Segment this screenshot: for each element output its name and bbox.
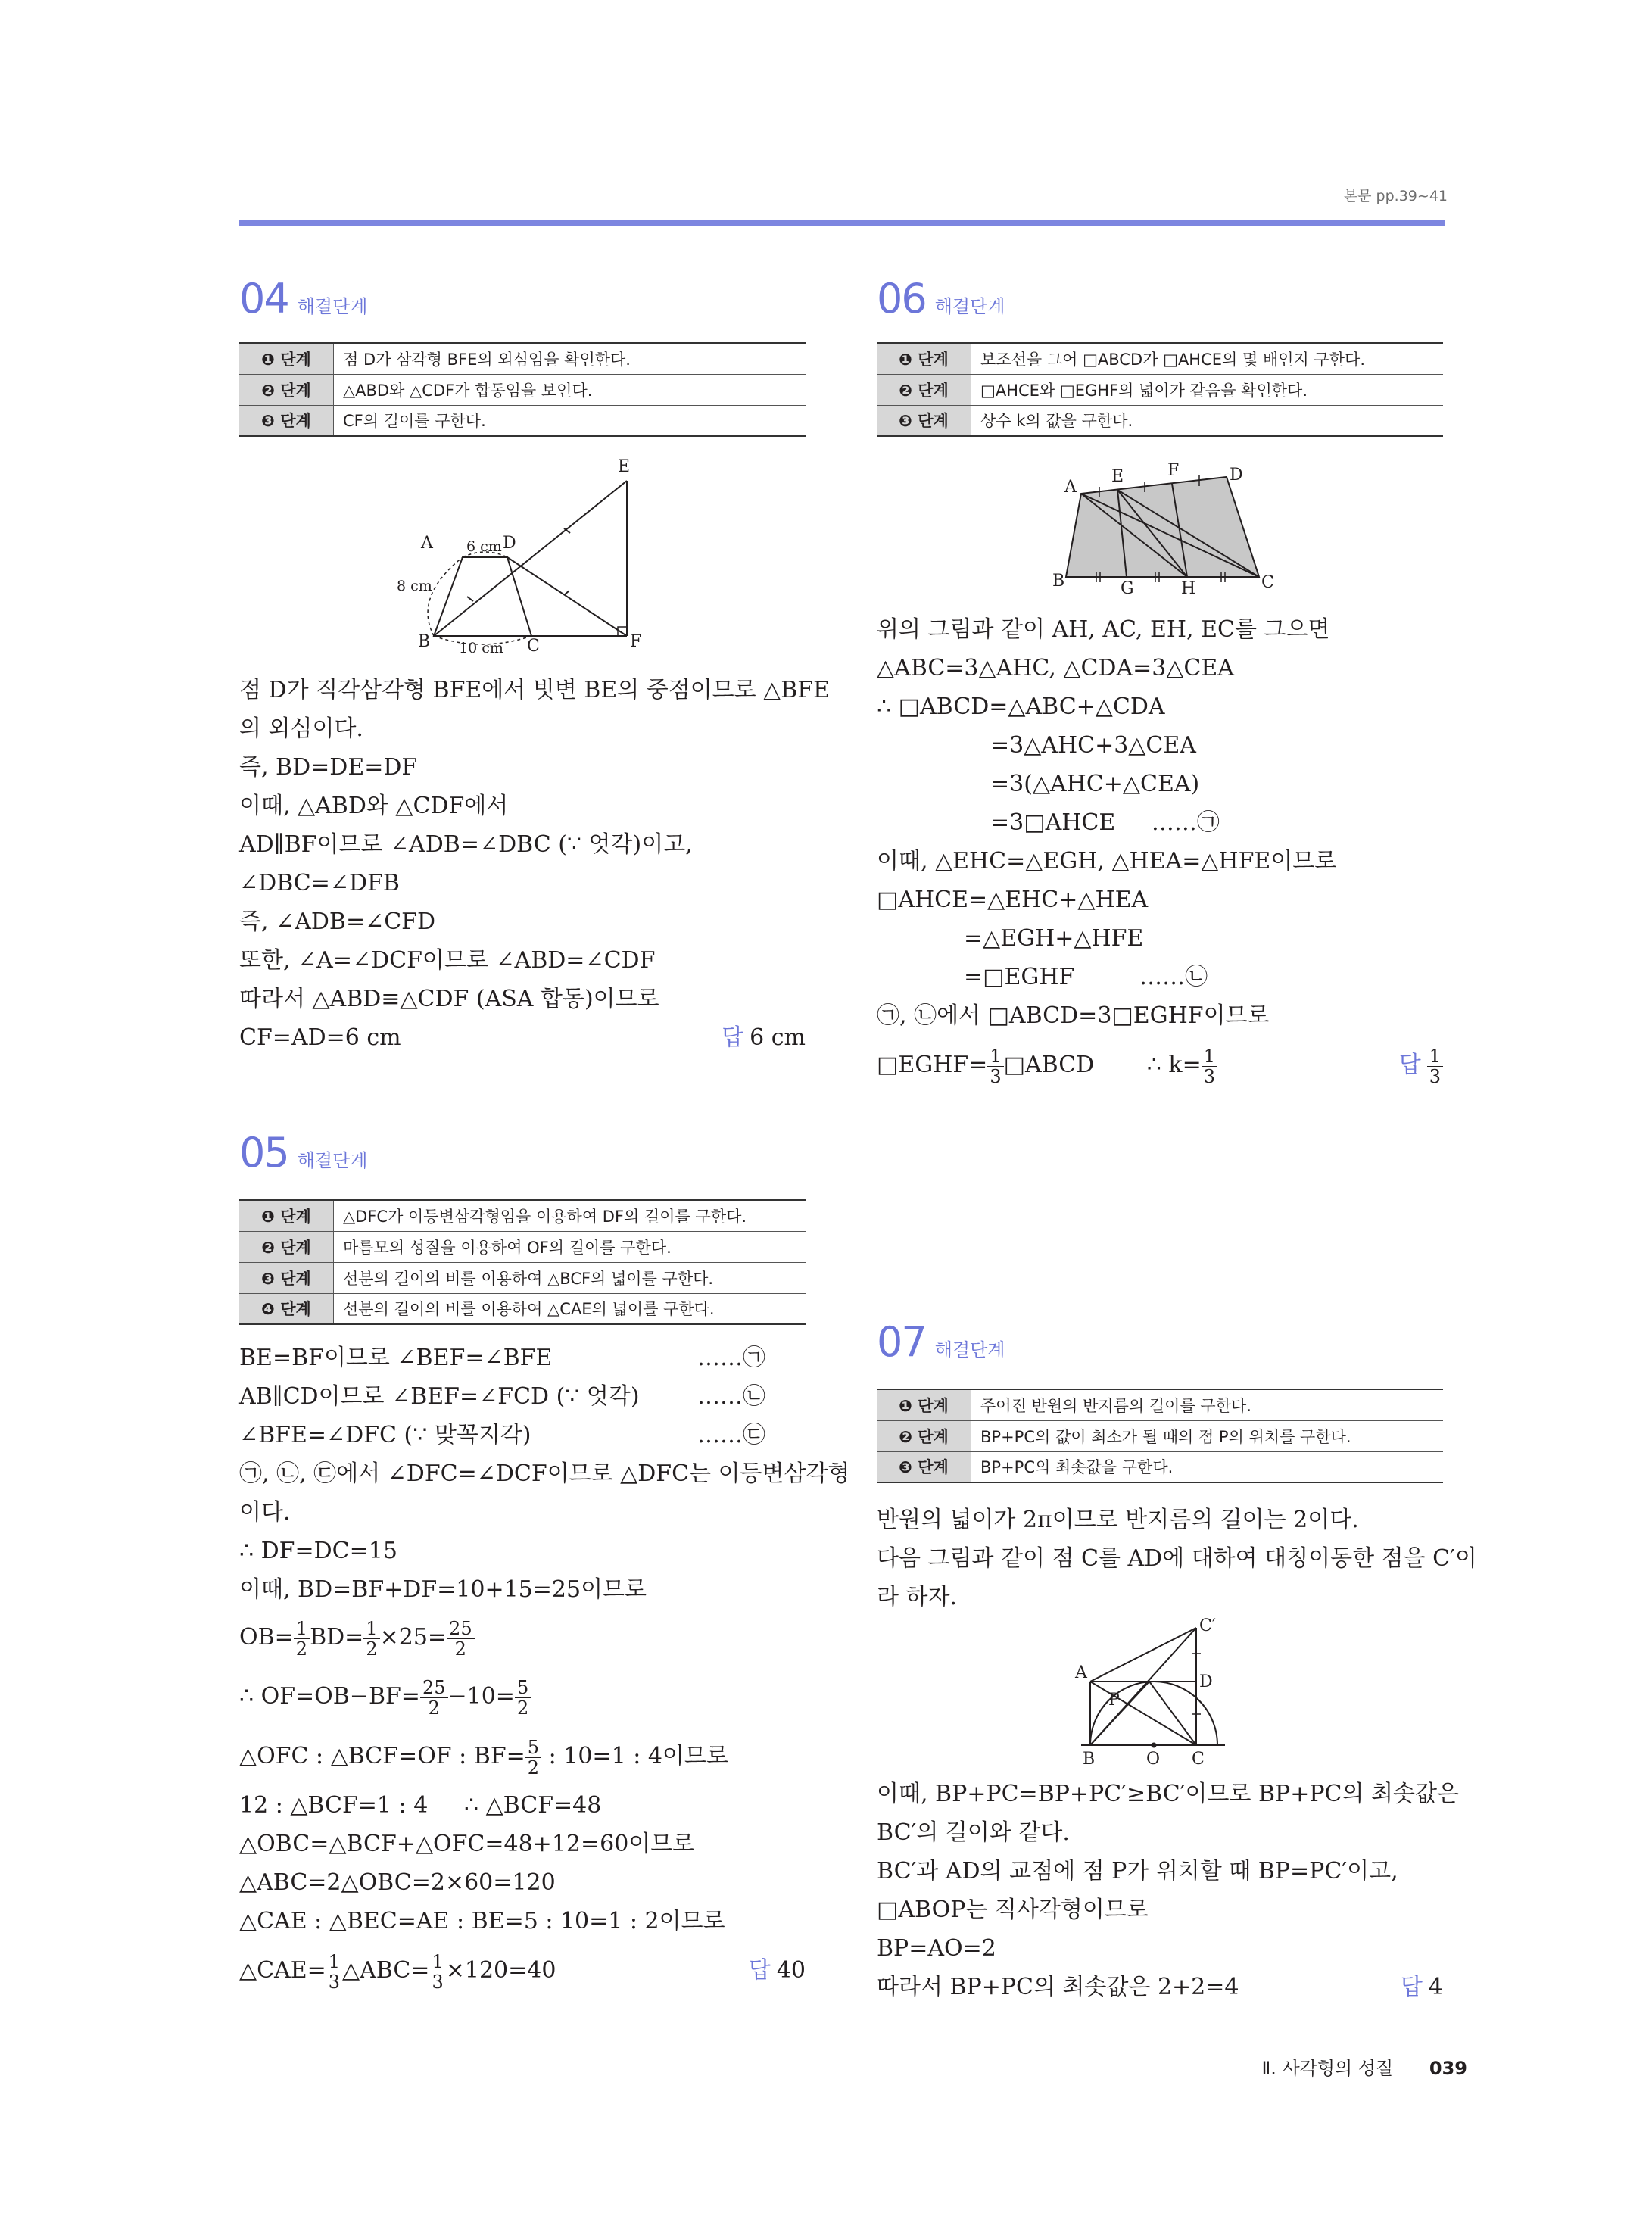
denominator: 2 xyxy=(295,1638,308,1660)
eq-part: △OFC : △BCF=OF : BF= xyxy=(239,1743,525,1769)
line-mark: ……㉡ xyxy=(697,1383,765,1410)
solution-line: BC′과 AD의 교점에 점 P가 위치할 때 BP=PC′이고, xyxy=(877,1858,1398,1884)
answer-label: 답 xyxy=(722,1024,744,1051)
solution-line xyxy=(239,1339,806,1377)
section-04-solution xyxy=(239,671,831,1057)
solution-line: ㉠, ㉡, ㉢에서 ∠DFC=∠DCF이므로 △DFC는 이등변삼각형 xyxy=(239,1460,850,1487)
label-B: B xyxy=(1083,1750,1096,1769)
fraction xyxy=(326,1952,342,1992)
step-label: ❶ 단계 xyxy=(239,1200,334,1231)
eq-part: ×120=40 xyxy=(445,1957,556,1984)
solution-line: =△EGH+△HFE xyxy=(964,925,1144,952)
page-number: 039 xyxy=(1429,2058,1467,2079)
section-06-steps xyxy=(877,342,1443,437)
label-E: E xyxy=(1111,467,1124,486)
answer-label: 답 xyxy=(748,1957,771,1984)
label-D: D xyxy=(1230,466,1243,485)
step-text: 보조선을 그어 □ABCD가 □AHCE의 몇 배인지 구한다. xyxy=(980,350,1366,369)
step-row xyxy=(877,343,1443,374)
solution-line: 따라서 △ABD≡△CDF (ASA 합동)이므로 xyxy=(239,986,659,1012)
denominator: 3 xyxy=(990,1065,1002,1087)
step-text: CF의 길이를 구한다. xyxy=(343,412,486,431)
answer xyxy=(722,1018,806,1057)
solution-line: 다음 그림과 같이 점 C를 AD에 대하여 대칭이동한 점을 C′이 xyxy=(877,1545,1477,1572)
label-C: C xyxy=(1261,573,1274,592)
section-number: 04 xyxy=(239,275,288,323)
numerator: 1 xyxy=(294,1619,310,1639)
final-line-text: 따라서 BP+PC의 최솟값은 2+2=4 xyxy=(877,1974,1239,2000)
solution-line: BP=AO=2 xyxy=(877,1935,996,1962)
numerator: 25 xyxy=(447,1619,475,1639)
step-text: 점 D가 삼각형 BFE의 외심임을 확인한다. xyxy=(343,350,631,369)
denominator: 3 xyxy=(1429,1065,1441,1087)
answer xyxy=(1401,1968,1443,2006)
figure-07-semicircle xyxy=(1075,1616,1270,1772)
label-F: F xyxy=(630,632,642,651)
egfh-equation xyxy=(877,1035,1443,1096)
figure-06-trapezoid xyxy=(1052,457,1286,601)
answer xyxy=(749,1940,806,2001)
solution-line: ∴ DF=DC=15 xyxy=(239,1538,397,1564)
fraction xyxy=(294,1619,310,1659)
denominator: 2 xyxy=(366,1638,378,1660)
eq-part: □ABCD xyxy=(1003,1052,1095,1078)
label-B: B xyxy=(1052,572,1065,591)
step-row xyxy=(239,374,806,405)
page-reference: 본문 pp.39~41 xyxy=(1343,188,1448,204)
solution-line: 12 : △BCF=1 : 4 ∴ △BCF=48 xyxy=(239,1792,602,1819)
denominator: 3 xyxy=(328,1971,341,1993)
numerator: 5 xyxy=(525,1738,541,1758)
section-07-header xyxy=(877,1318,1005,1366)
label-H: H xyxy=(1181,579,1196,598)
section-07-steps xyxy=(877,1389,1443,1483)
step-text: 주어진 반원의 반지름의 길이를 구한다. xyxy=(980,1396,1251,1415)
ob-equation xyxy=(239,1609,806,1666)
eq-part: : 10=1 : 4이므로 xyxy=(541,1743,728,1769)
solution-line: AD∥BF이므로 ∠ADB=∠DBC (∵ 엇각)이고, xyxy=(239,831,693,858)
solution-line: =3(△AHC+△CEA) xyxy=(990,771,1200,797)
label-ad-length: 6 cm xyxy=(466,538,502,555)
solution-line: △ABC=2△OBC=2×60=120 xyxy=(239,1869,556,1896)
solution-line: ㉠, ㉡에서 □ABCD=3□EGHF이므로 xyxy=(877,1002,1270,1029)
solution-line xyxy=(239,1377,806,1416)
chapter-title: Ⅱ. 사각형의 성질 xyxy=(1261,2058,1394,2079)
section-05-steps xyxy=(239,1199,806,1325)
step-text: △ABD와 △CDF가 합동임을 보인다. xyxy=(343,381,593,400)
solution-line: □ABOP는 직사각형이므로 xyxy=(877,1897,1149,1923)
solution-line: 또한, ∠A=∠DCF이므로 ∠ABD=∠CDF xyxy=(239,947,656,974)
step-row xyxy=(239,343,806,374)
section-title: 해결단계 xyxy=(297,1150,368,1171)
step-row xyxy=(877,1420,1443,1451)
label-D: D xyxy=(1199,1672,1213,1691)
label-D: D xyxy=(503,534,516,553)
step-label: ❷ 단계 xyxy=(877,1420,971,1451)
solution-line: ∴ □ABCD=△ABC+△CDA xyxy=(877,694,1165,720)
eq-part: △ABC= xyxy=(342,1957,430,1984)
eq-part: □EGHF= xyxy=(877,1052,988,1078)
section-04-header xyxy=(239,275,368,323)
solution-line: 즉, BD=DE=DF xyxy=(239,754,418,781)
solution-line: BC′의 길이와 같다. xyxy=(877,1819,1070,1846)
numerator: 1 xyxy=(1427,1046,1443,1067)
numerator: 1 xyxy=(363,1619,379,1639)
step-text: 마름모의 성질을 이용하여 OF의 길이를 구한다. xyxy=(343,1238,672,1257)
solution-line: 이때, △EHC=△EGH, △HEA=△HFE이므로 xyxy=(877,848,1337,874)
section-05-solution xyxy=(239,1339,850,2001)
cae-equation xyxy=(239,1940,806,2001)
solution-line: 반원의 넓이가 2π이므로 반지름의 길이는 2이다. xyxy=(877,1507,1359,1533)
figure-04-trapezoid xyxy=(397,453,656,657)
numerator: 1 xyxy=(326,1952,342,1972)
step-row xyxy=(877,374,1443,405)
step-text: BP+PC의 최솟값을 구한다. xyxy=(980,1458,1174,1477)
label-A: A xyxy=(421,534,433,553)
solution-line: 라 하자. xyxy=(877,1584,958,1610)
denominator: 2 xyxy=(527,1757,540,1778)
fraction xyxy=(429,1952,445,1992)
solution-line xyxy=(877,1968,1443,2006)
eq-part: −10= xyxy=(447,1683,515,1710)
section-title: 해결단계 xyxy=(297,296,368,317)
step-label: ❷ 단계 xyxy=(239,374,334,405)
solution-line: =3△AHC+3△CEA xyxy=(990,732,1196,759)
line-mark: ……㉠ xyxy=(697,1345,765,1371)
step-label: ❸ 단계 xyxy=(239,405,334,436)
step-label: ❶ 단계 xyxy=(877,343,971,374)
label-E: E xyxy=(618,457,631,476)
eq-part: ∴ k= xyxy=(1146,1052,1202,1078)
ofc-equation xyxy=(239,1727,806,1786)
line-mark: ……㉢ xyxy=(697,1422,765,1448)
eq-part: ∴ OF=OB−BF= xyxy=(239,1683,420,1710)
label-C: C xyxy=(527,637,540,656)
of-equation xyxy=(239,1666,806,1727)
denominator: 2 xyxy=(454,1638,466,1660)
solution-line: 이때, BP+PC=BP+PC′≥BC′이므로 BP+PC의 최솟값은 xyxy=(877,1781,1459,1807)
answer-label: 답 xyxy=(1400,1974,1423,2000)
answer-value: 6 cm xyxy=(750,1024,806,1051)
solution-line: =□EGHF ……㉡ xyxy=(964,964,1208,990)
solution-line: =3□AHCE ……㉠ xyxy=(990,809,1220,836)
step-label: ❷ 단계 xyxy=(239,1231,334,1262)
section-07-solution-a xyxy=(877,1501,1477,1616)
line-text: ∠BFE=∠DFC (∵ 맞꼭지각) xyxy=(239,1422,531,1448)
section-title: 해결단계 xyxy=(934,1339,1005,1361)
solution-line: 의 외심이다. xyxy=(239,715,363,742)
label-C-prime: C′ xyxy=(1199,1616,1216,1635)
label-bc-length: 10 cm xyxy=(459,640,503,656)
fraction xyxy=(1202,1046,1217,1086)
step-row xyxy=(239,1262,806,1293)
final-line-text: CF=AD=6 cm xyxy=(239,1024,401,1051)
solution-line: △OBC=△BCF+△OFC=48+12=60이므로 xyxy=(239,1831,695,1857)
solution-line xyxy=(239,1018,806,1057)
eq-part: △CAE= xyxy=(239,1957,326,1984)
step-text: □AHCE와 □EGHF의 넓이가 같음을 확인한다. xyxy=(980,381,1308,400)
fraction xyxy=(420,1678,448,1718)
label-B: B xyxy=(418,632,431,651)
fraction xyxy=(515,1678,531,1718)
numerator: 1 xyxy=(987,1046,1003,1067)
line-text: BE=BF이므로 ∠BEF=∠BFE xyxy=(239,1345,553,1371)
solution-line: 이때, BD=BF+DF=10+15=25이므로 xyxy=(239,1576,647,1603)
section-07-solution-b xyxy=(877,1775,1459,2006)
fraction xyxy=(525,1738,541,1778)
solution-line: 위의 그림과 같이 AH, AC, EH, EC를 그으면 xyxy=(877,616,1330,643)
answer-label: 답 xyxy=(1398,1052,1421,1078)
numerator: 25 xyxy=(420,1678,448,1698)
label-G: G xyxy=(1121,579,1134,598)
step-row xyxy=(877,1389,1443,1420)
step-label: ❶ 단계 xyxy=(877,1389,971,1420)
label-A: A xyxy=(1064,478,1077,497)
answer-fraction xyxy=(1427,1046,1443,1086)
answer-value: 4 xyxy=(1428,1974,1443,2000)
step-text: 선분의 길이의 비를 이용하여 △BCF의 넓이를 구한다. xyxy=(343,1269,714,1288)
section-06-header xyxy=(877,275,1005,323)
denominator: 2 xyxy=(428,1697,440,1719)
step-label: ❸ 단계 xyxy=(877,1451,971,1482)
line-text: AB∥CD이므로 ∠BEF=∠FCD (∵ 엇각) xyxy=(239,1383,640,1410)
denominator: 3 xyxy=(432,1971,444,1993)
section-05-header xyxy=(239,1129,368,1177)
label-O: O xyxy=(1146,1750,1161,1769)
section-number: 07 xyxy=(877,1318,926,1366)
answer xyxy=(1399,1035,1443,1096)
step-text: 상수 k의 값을 구한다. xyxy=(980,412,1133,431)
denominator: 2 xyxy=(516,1697,529,1719)
solution-line: 이다. xyxy=(239,1499,291,1526)
step-row xyxy=(877,1451,1443,1482)
section-number: 06 xyxy=(877,275,926,323)
solution-line: 점 D가 직각삼각형 BFE에서 빗변 BE의 중점이므로 △BFE xyxy=(239,677,831,703)
step-row xyxy=(239,405,806,436)
step-row xyxy=(877,405,1443,436)
label-A: A xyxy=(1075,1663,1087,1682)
fraction xyxy=(987,1046,1003,1086)
step-label: ❷ 단계 xyxy=(877,374,971,405)
label-ab-length: 8 cm xyxy=(397,578,432,594)
solution-line: 즉, ∠ADB=∠CFD xyxy=(239,909,436,935)
eq-part: OB= xyxy=(239,1624,294,1651)
fraction xyxy=(447,1619,475,1659)
page-footer xyxy=(1261,2053,1467,2080)
solution-line: 이때, △ABD와 △CDF에서 xyxy=(239,793,509,819)
numerator: 1 xyxy=(1202,1046,1217,1067)
denominator: 3 xyxy=(1203,1065,1216,1087)
section-title: 해결단계 xyxy=(934,296,1005,317)
step-text: BP+PC의 값이 최소가 될 때의 점 P의 위치를 구한다. xyxy=(980,1427,1351,1446)
solution-line: △ABC=3△AHC, △CDA=3△CEA xyxy=(877,655,1234,681)
step-text: 선분의 길이의 비를 이용하여 △CAE의 넓이를 구한다. xyxy=(343,1300,715,1319)
label-F: F xyxy=(1167,461,1180,480)
step-row xyxy=(239,1231,806,1262)
fraction xyxy=(363,1619,379,1659)
step-label: ❸ 단계 xyxy=(239,1262,334,1293)
left-column xyxy=(239,0,850,2235)
solution-line: □AHCE=△EHC+△HEA xyxy=(877,887,1149,913)
numerator: 5 xyxy=(515,1678,531,1698)
eq-part: ×25= xyxy=(379,1624,447,1651)
solution-line: △CAE : △BEC=AE : BE=5 : 10=1 : 2이므로 xyxy=(239,1908,725,1934)
answer-value: 40 xyxy=(776,1957,806,1984)
label-P: P xyxy=(1108,1691,1120,1710)
section-06-solution xyxy=(877,610,1443,1096)
section-04-steps xyxy=(239,342,806,437)
step-label: ❶ 단계 xyxy=(239,343,334,374)
solution-line: ∠DBC=∠DFB xyxy=(239,870,400,896)
step-label: ❹ 단계 xyxy=(239,1293,334,1324)
step-row xyxy=(239,1293,806,1324)
step-label: ❸ 단계 xyxy=(877,405,971,436)
numerator: 1 xyxy=(429,1952,445,1972)
solution-line xyxy=(239,1416,806,1454)
section-number: 05 xyxy=(239,1129,288,1177)
step-row xyxy=(239,1200,806,1231)
eq-part: BD= xyxy=(310,1624,364,1651)
step-text: △DFC가 이등변삼각형임을 이용하여 DF의 길이를 구한다. xyxy=(343,1207,747,1226)
label-C: C xyxy=(1192,1750,1205,1769)
